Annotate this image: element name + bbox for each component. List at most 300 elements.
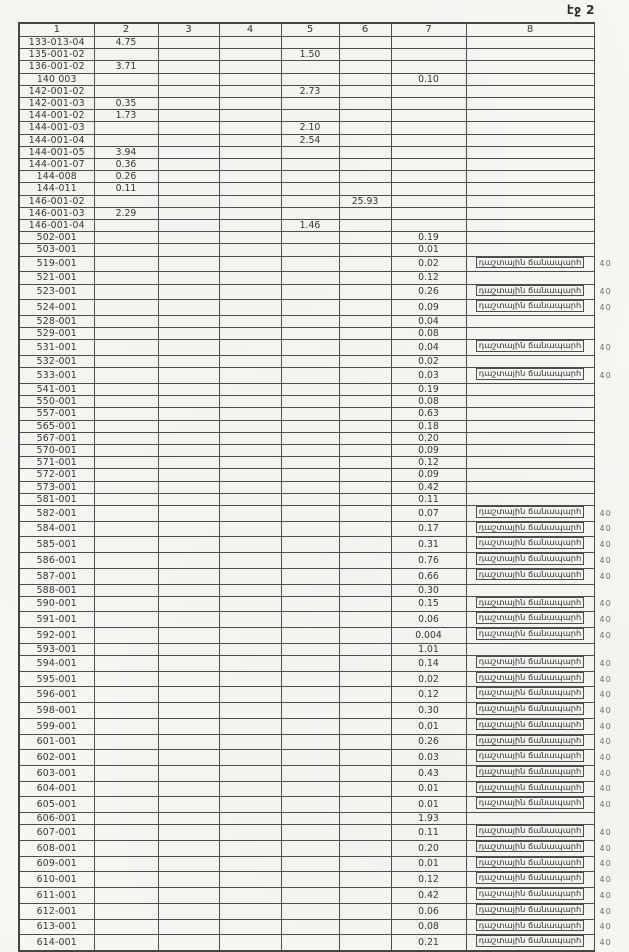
table-row: [19, 521, 629, 537]
table-row: [19, 232, 629, 244]
page-number-label: էջ 2: [566, 3, 595, 17]
value-cell-col2: [94, 935, 158, 951]
table-row: [19, 256, 629, 272]
table-row: [19, 481, 629, 493]
parcel-id-cell: 595-001: [19, 671, 94, 687]
value-cell-col4: [219, 356, 281, 368]
value-cell-col3: [158, 493, 219, 505]
value-cell-col7: [391, 171, 466, 183]
road-type-cell: [466, 813, 594, 825]
value-cell-col2: [94, 481, 158, 493]
column-header-4: 4: [219, 23, 281, 37]
value-cell-col2: [94, 493, 158, 505]
value-cell-col3: [158, 122, 219, 134]
value-cell-col2: [94, 568, 158, 584]
value-cell-col3: [158, 315, 219, 327]
parcel-id-cell: 142-001-02: [19, 85, 94, 97]
value-cell-col2: [94, 315, 158, 327]
value-cell-col4: [219, 628, 281, 644]
value-cell-col3: [158, 506, 219, 522]
road-type-cell: [466, 568, 594, 584]
value-cell-col7: 0.63: [391, 408, 466, 420]
table-row: [19, 408, 629, 420]
value-cell-col5: [281, 61, 339, 73]
margin-annotation: 40: [599, 938, 612, 948]
road-type-cell: [466, 856, 594, 872]
value-cell-col7: 0.12: [391, 272, 466, 284]
value-cell-col2: [94, 232, 158, 244]
table-row: [19, 73, 629, 85]
value-cell-col2: [94, 432, 158, 444]
value-cell-col4: [219, 315, 281, 327]
parcel-id-cell: 611-001: [19, 888, 94, 904]
table-row: [19, 368, 629, 384]
value-cell-col3: [158, 553, 219, 569]
road-type-label: դաշտային ճանապարհ: [476, 612, 585, 624]
value-cell-col5: [281, 340, 339, 356]
table-row: [19, 284, 629, 300]
value-cell-col6: [339, 825, 391, 841]
value-cell-col6: [339, 420, 391, 432]
parcel-id-cell: 531-001: [19, 340, 94, 356]
value-cell-col5: [281, 718, 339, 734]
value-cell-col2: [94, 612, 158, 628]
value-cell-col6: [339, 284, 391, 300]
parcel-id-cell: 614-001: [19, 935, 94, 951]
parcel-id-cell: 610-001: [19, 872, 94, 888]
value-cell-col7: 0.02: [391, 671, 466, 687]
parcel-id-cell: 144-001-03: [19, 122, 94, 134]
margin-annotation: [594, 110, 629, 122]
table-row: [19, 797, 629, 813]
road-type-cell: [466, 300, 594, 316]
value-cell-col7: 0.31: [391, 537, 466, 553]
value-cell-col4: [219, 596, 281, 612]
value-cell-col4: [219, 797, 281, 813]
value-cell-col5: [281, 272, 339, 284]
table-row: [19, 195, 629, 207]
road-type-cell: [466, 98, 594, 110]
value-cell-col2: [94, 521, 158, 537]
value-cell-col3: [158, 61, 219, 73]
value-cell-col4: [219, 432, 281, 444]
margin-annotation: 40: [599, 890, 612, 900]
value-cell-col7: 0.26: [391, 734, 466, 750]
value-cell-col7: 0.08: [391, 919, 466, 935]
value-cell-col3: [158, 568, 219, 584]
margin-annotation: 40: [599, 571, 612, 581]
value-cell-col3: [158, 232, 219, 244]
value-cell-col4: [219, 256, 281, 272]
value-cell-col3: [158, 183, 219, 195]
value-cell-col3: [158, 734, 219, 750]
value-cell-col7: 0.43: [391, 765, 466, 781]
parcel-id-cell: 567-001: [19, 432, 94, 444]
value-cell-col3: [158, 457, 219, 469]
value-cell-col3: [158, 73, 219, 85]
table-body: [19, 37, 629, 951]
table-row: [19, 656, 629, 672]
value-cell-col2: [94, 750, 158, 766]
table-row: [19, 643, 629, 655]
value-cell-col3: [158, 340, 219, 356]
value-cell-col7: 0.01: [391, 244, 466, 256]
value-cell-col3: [158, 750, 219, 766]
margin-annotation: [594, 457, 629, 469]
parcel-id-cell: 570-001: [19, 445, 94, 457]
table-row: [19, 159, 629, 171]
margin-annotation: 40: [599, 906, 612, 916]
value-cell-col7: 0.11: [391, 825, 466, 841]
road-type-cell: [466, 734, 594, 750]
margin-annotation: 40: [599, 721, 612, 731]
parcel-id-cell: 550-001: [19, 396, 94, 408]
value-cell-col7: 0.76: [391, 553, 466, 569]
value-cell-col5: [281, 146, 339, 158]
value-cell-col6: [339, 232, 391, 244]
value-cell-col4: [219, 37, 281, 49]
table-row: [19, 220, 629, 232]
parcel-id-cell: 584-001: [19, 521, 94, 537]
road-type-cell: [466, 445, 594, 457]
value-cell-col3: [158, 687, 219, 703]
parcel-id-cell: 608-001: [19, 840, 94, 856]
value-cell-col3: [158, 146, 219, 158]
value-cell-col5: [281, 110, 339, 122]
value-cell-col4: [219, 146, 281, 158]
value-cell-col6: [339, 207, 391, 219]
parcel-id-cell: 605-001: [19, 797, 94, 813]
value-cell-col7: 0.17: [391, 521, 466, 537]
parcel-id-cell: 601-001: [19, 734, 94, 750]
margin-annotation: 40: [599, 658, 612, 668]
road-type-cell: [466, 37, 594, 49]
road-type-cell: [466, 340, 594, 356]
value-cell-col3: [158, 220, 219, 232]
value-cell-col6: [339, 146, 391, 158]
value-cell-col4: [219, 888, 281, 904]
value-cell-col3: [158, 825, 219, 841]
road-type-label: դաշտային ճանապարհ: [476, 506, 585, 518]
value-cell-col4: [219, 765, 281, 781]
value-cell-col5: [281, 765, 339, 781]
value-cell-col5: [281, 481, 339, 493]
parcel-id-cell: 581-001: [19, 493, 94, 505]
value-cell-col4: [219, 244, 281, 256]
value-cell-col6: [339, 596, 391, 612]
value-cell-col6: [339, 256, 391, 272]
value-cell-col7: 0.06: [391, 612, 466, 628]
table-row: [19, 750, 629, 766]
value-cell-col4: [219, 61, 281, 73]
parcel-id-cell: 529-001: [19, 328, 94, 340]
value-cell-col5: [281, 656, 339, 672]
value-cell-col5: [281, 383, 339, 395]
value-cell-col5: [281, 797, 339, 813]
value-cell-col3: [158, 328, 219, 340]
margin-annotation: [594, 445, 629, 457]
margin-annotation: [594, 244, 629, 256]
road-type-label: դաշտային ճանապարհ: [476, 368, 585, 380]
value-cell-col7: 0.01: [391, 797, 466, 813]
column-header-5: 5: [281, 23, 339, 37]
value-cell-col5: [281, 315, 339, 327]
road-type-cell: [466, 481, 594, 493]
road-type-cell: [466, 315, 594, 327]
parcel-id-cell: 136-001-02: [19, 61, 94, 73]
parcel-id-cell: 585-001: [19, 537, 94, 553]
table-row: [19, 687, 629, 703]
value-cell-col6: [339, 568, 391, 584]
value-cell-col3: [158, 813, 219, 825]
value-cell-col6: [339, 383, 391, 395]
value-cell-col5: [281, 284, 339, 300]
margin-annotation: [594, 481, 629, 493]
parcel-id-cell: 503-001: [19, 244, 94, 256]
value-cell-col2: [94, 272, 158, 284]
value-cell-col4: [219, 159, 281, 171]
road-type-label: դաշտային ճանապարհ: [476, 285, 585, 297]
table-row: [19, 432, 629, 444]
value-cell-col7: 0.18: [391, 420, 466, 432]
value-cell-col6: [339, 506, 391, 522]
table-row: [19, 537, 629, 553]
value-cell-col4: [219, 49, 281, 61]
value-cell-col4: [219, 919, 281, 935]
value-cell-col2: [94, 671, 158, 687]
value-cell-col4: [219, 122, 281, 134]
road-type-label: դաշտային ճանապարհ: [476, 656, 585, 668]
parcel-id-cell: 144-001-04: [19, 134, 94, 146]
value-cell-col2: [94, 122, 158, 134]
parcel-id-cell: 588-001: [19, 584, 94, 596]
margin-annotation: [594, 207, 629, 219]
value-cell-col7: 0.09: [391, 445, 466, 457]
value-cell-col2: [94, 340, 158, 356]
table-row: [19, 506, 629, 522]
value-cell-col5: 1.50: [281, 49, 339, 61]
road-type-label: դաշտային ճանապարհ: [476, 687, 585, 699]
value-cell-col2: [94, 888, 158, 904]
road-type-cell: [466, 825, 594, 841]
table-header-row: [19, 23, 629, 37]
road-type-cell: [466, 61, 594, 73]
parcel-id-cell: 557-001: [19, 408, 94, 420]
value-cell-col6: [339, 49, 391, 61]
table-row: [19, 765, 629, 781]
value-cell-col3: [158, 935, 219, 951]
parcel-id-cell: 613-001: [19, 919, 94, 935]
table-row: [19, 628, 629, 644]
table-row: [19, 49, 629, 61]
parcel-id-cell: 519-001: [19, 256, 94, 272]
table-row: [19, 37, 629, 49]
value-cell-col5: [281, 256, 339, 272]
value-cell-col6: [339, 903, 391, 919]
value-cell-col2: [94, 383, 158, 395]
value-cell-col4: [219, 85, 281, 97]
value-cell-col6: [339, 781, 391, 797]
parcel-id-cell: 604-001: [19, 781, 94, 797]
value-cell-col4: [219, 671, 281, 687]
value-cell-col7: 0.004: [391, 628, 466, 644]
value-cell-col7: 0.20: [391, 840, 466, 856]
value-cell-col7: 0.02: [391, 256, 466, 272]
value-cell-col7: 0.08: [391, 328, 466, 340]
road-type-cell: [466, 368, 594, 384]
value-cell-col6: [339, 368, 391, 384]
road-type-cell: [466, 328, 594, 340]
value-cell-col4: [219, 903, 281, 919]
value-cell-col4: [219, 383, 281, 395]
value-cell-col5: [281, 703, 339, 719]
value-cell-col5: [281, 825, 339, 841]
road-type-cell: [466, 244, 594, 256]
margin-annotation: [594, 420, 629, 432]
table-row: [19, 98, 629, 110]
value-cell-col5: 1.46: [281, 220, 339, 232]
road-type-cell: [466, 408, 594, 420]
value-cell-col5: [281, 521, 339, 537]
value-cell-col6: [339, 432, 391, 444]
margin-annotation: 40: [599, 555, 612, 565]
road-type-cell: [466, 703, 594, 719]
value-cell-col2: [94, 856, 158, 872]
value-cell-col2: [94, 300, 158, 316]
value-cell-col7: 0.03: [391, 750, 466, 766]
column-header-8: 8: [466, 23, 594, 37]
value-cell-col2: 0.26: [94, 171, 158, 183]
value-cell-col4: [219, 183, 281, 195]
road-type-cell: [466, 159, 594, 171]
value-cell-col6: [339, 73, 391, 85]
value-cell-col4: [219, 553, 281, 569]
value-cell-col5: [281, 445, 339, 457]
road-type-label: դաշտային ճանապարհ: [476, 904, 585, 916]
column-header-6: 6: [339, 23, 391, 37]
value-cell-col7: 0.30: [391, 703, 466, 719]
value-cell-col3: [158, 628, 219, 644]
value-cell-col3: [158, 300, 219, 316]
road-type-cell: [466, 232, 594, 244]
value-cell-col4: [219, 521, 281, 537]
value-cell-col5: [281, 328, 339, 340]
value-cell-col7: 0.02: [391, 356, 466, 368]
value-cell-col6: [339, 521, 391, 537]
value-cell-col2: 1.73: [94, 110, 158, 122]
table-row: [19, 840, 629, 856]
value-cell-col3: [158, 37, 219, 49]
table-row: [19, 396, 629, 408]
margin-column-spacer: [594, 23, 629, 37]
margin-annotation: [594, 328, 629, 340]
margin-annotation: [594, 408, 629, 420]
road-type-cell: [466, 457, 594, 469]
value-cell-col7: [391, 110, 466, 122]
value-cell-col7: [391, 122, 466, 134]
value-cell-col5: [281, 919, 339, 935]
table-row: [19, 383, 629, 395]
value-cell-col7: [391, 207, 466, 219]
parcel-id-cell: 523-001: [19, 284, 94, 300]
value-cell-col6: [339, 159, 391, 171]
value-cell-col6: [339, 98, 391, 110]
margin-annotation: [594, 220, 629, 232]
parcel-id-cell: 144-008: [19, 171, 94, 183]
value-cell-col4: [219, 537, 281, 553]
value-cell-col7: [391, 220, 466, 232]
value-cell-col7: 0.42: [391, 888, 466, 904]
value-cell-col6: [339, 643, 391, 655]
parcel-id-cell: 596-001: [19, 687, 94, 703]
road-type-cell: [466, 506, 594, 522]
value-cell-col2: [94, 813, 158, 825]
value-cell-col3: [158, 207, 219, 219]
parcel-id-cell: 590-001: [19, 596, 94, 612]
value-cell-col5: [281, 628, 339, 644]
table-row: [19, 272, 629, 284]
road-type-cell: [466, 872, 594, 888]
value-cell-col2: [94, 457, 158, 469]
value-cell-col6: [339, 935, 391, 951]
value-cell-col6: [339, 840, 391, 856]
value-cell-col6: [339, 671, 391, 687]
value-cell-col2: 4.75: [94, 37, 158, 49]
table-row: [19, 469, 629, 481]
value-cell-col3: [158, 445, 219, 457]
parcel-id-cell: 146-001-04: [19, 220, 94, 232]
value-cell-col5: 2.54: [281, 134, 339, 146]
margin-annotation: 40: [599, 705, 612, 715]
value-cell-col2: 3.71: [94, 61, 158, 73]
value-cell-col2: [94, 919, 158, 935]
value-cell-col6: [339, 813, 391, 825]
value-cell-col5: [281, 596, 339, 612]
value-cell-col3: [158, 396, 219, 408]
road-type-cell: [466, 383, 594, 395]
table-row: [19, 420, 629, 432]
parcel-id-cell: 532-001: [19, 356, 94, 368]
column-header-1: 1: [19, 23, 94, 37]
road-type-label: դաշտային ճանապարհ: [476, 522, 585, 534]
value-cell-col5: [281, 612, 339, 628]
value-cell-col6: [339, 797, 391, 813]
value-cell-col4: [219, 408, 281, 420]
value-cell-col4: [219, 568, 281, 584]
margin-annotation: [594, 171, 629, 183]
parcel-id-cell: 146-001-02: [19, 195, 94, 207]
value-cell-col4: [219, 781, 281, 797]
table-row: [19, 596, 629, 612]
value-cell-col5: [281, 171, 339, 183]
value-cell-col3: [158, 872, 219, 888]
data-table: [18, 22, 629, 952]
road-type-cell: [466, 49, 594, 61]
margin-annotation: [594, 122, 629, 134]
road-type-cell: [466, 612, 594, 628]
value-cell-col3: [158, 284, 219, 300]
value-cell-col2: 0.35: [94, 98, 158, 110]
road-type-cell: [466, 356, 594, 368]
value-cell-col3: [158, 134, 219, 146]
value-cell-col2: [94, 445, 158, 457]
value-cell-col5: [281, 244, 339, 256]
road-type-cell: [466, 840, 594, 856]
margin-annotation: [594, 493, 629, 505]
value-cell-col7: 0.10: [391, 73, 466, 85]
value-cell-col3: [158, 703, 219, 719]
value-cell-col4: [219, 420, 281, 432]
